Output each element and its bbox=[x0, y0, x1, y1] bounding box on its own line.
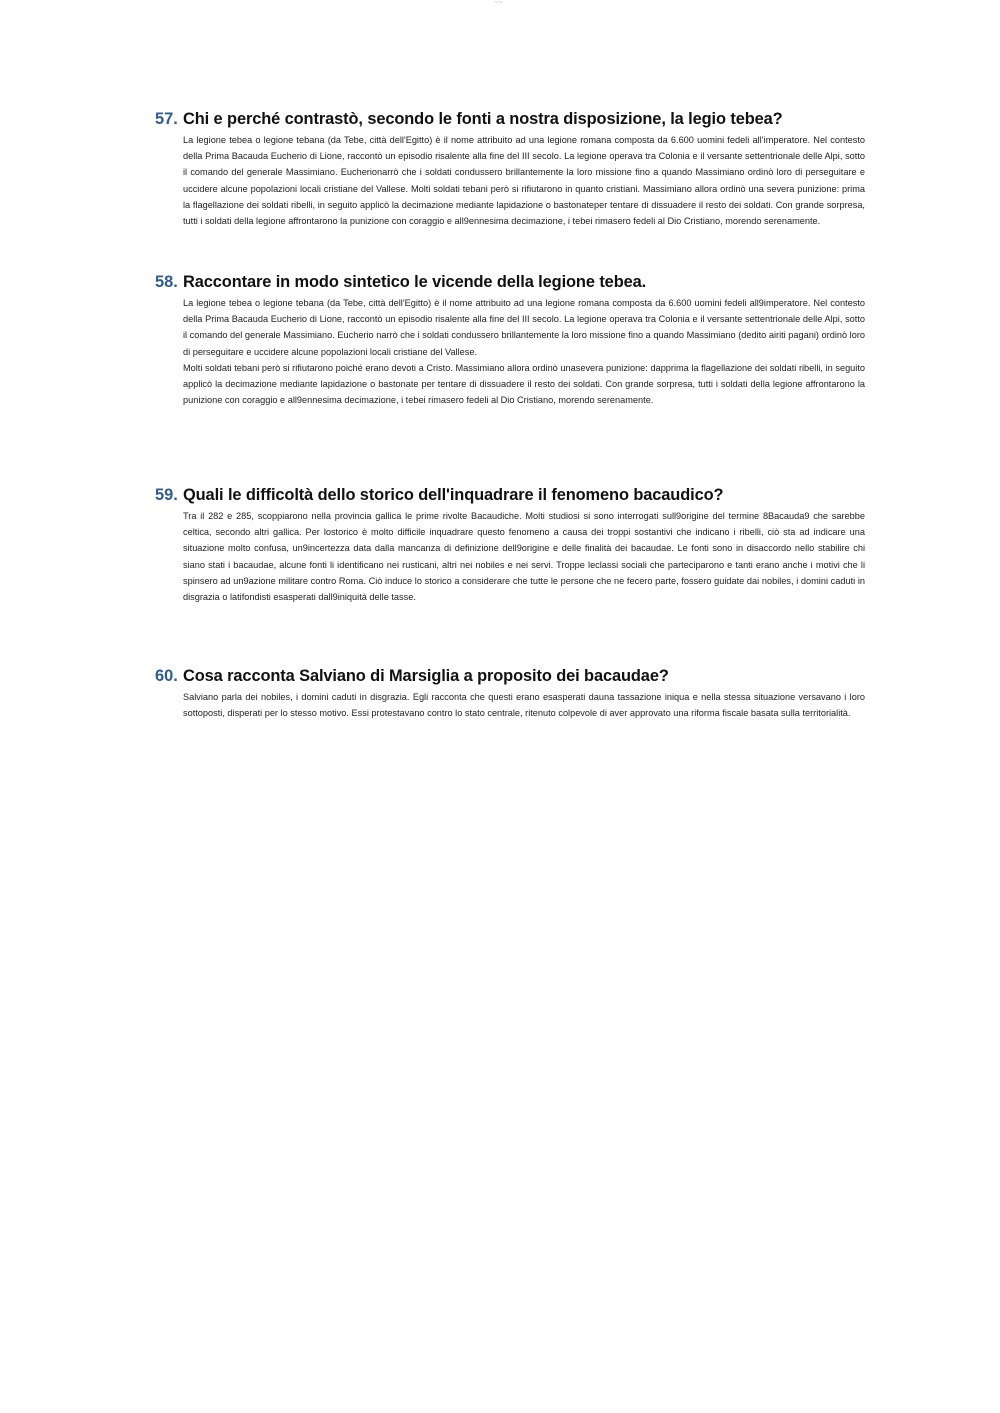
answer-body bbox=[183, 129, 865, 229]
answer-paragraph: Salviano parla dei nobiles, i domini caduti in disgrazia. Egli racconta che questi erano esasperati dauna tassazione iniqua e nella stessa situazione versavano i loro sottoposti, disperati per lo stesso motivo. Essi protestavano contro lo stato centrale, ritenuto colpevole di aver approvato una riforma fiscale basata sulla territorialità. bbox=[183, 692, 865, 719]
question-number: 57. bbox=[155, 110, 178, 128]
answer-paragraph: Tra il 282 e 285, scoppiarono nella provincia gallica le prime rivolte Bacaudiche. Molti studiosi si sono interrogati sull9origine del termine 8Bacauda9 che sarebbe celtica, secondo altri gallica. Per lostorico è molto difficile inquadrare questo fenomeno a causa dei troppi sostantivi che indicano i ribelli, ciò sta ad indicare una situazione molto confusa, un9incertezza data dalla mancanza di definizione dell9origine e delle finalità dei bacaudae. Le fonti sono in disaccordo nello stabilire chi siano stati i bacaudae, alcune fonti li identificano nei rusticani, altri nei nobiles e nei servi. Troppe leclassi sociali che parteciparono e tanti erano anche i motivi che li spinsero ad un9azione militare contro Roma. Ciò induce lo storico a considerare che tutte le persone che ne fecero parte, fossero guidate dai nobiles, i domini caduti in disgrazia o latifondisti esasperati dall9iniquità delle tasse. bbox=[183, 511, 865, 603]
question-number: 58. bbox=[155, 273, 178, 291]
question-text: Quali le difficoltà dello storico dell'inquadrare il fenomeno bacaudico? bbox=[183, 486, 724, 504]
question-block-58 bbox=[155, 272, 865, 408]
answer-body bbox=[183, 505, 865, 605]
question-heading bbox=[155, 272, 865, 292]
answer-paragraph: La legione tebea o legione tebana (da Tebe, città dell'Egitto) è il nome attribuito ad una legione romana composta da 6.600 uomini fedeli all’imperatore. Nel contesto della Prima Bacauda Eucherio di Lione, raccontò un episodio risalente alla fine del III secolo. La legione operava tra Colonia e il versante settentrionale delle Alpi, sotto il comando del generale Massimiano. Eucherionarrò che i soldati condussero brillantemente la loro missione fino a quando Massimiano ordinò loro di perseguitare e uccidere alcune popolazioni locali cristiane del Vallese. Molti soldati tebani però si rifiutarono in quanto cristiani. Massimiano allora ordinò una severa punizione: prima la flagellazione dei soldati ribelli, in seguito applicò la decimazione mediante lapidazione o bastonateper tentare di dissuadere il resto dei soldati. Con grande sorpresa, tutti i soldati della legione affrontarono la punizione con coraggio e all9ennesima decimazione, i tebei rimasero fedeli al Dio Cristiano, morendo serenamente. bbox=[183, 135, 865, 227]
question-block-57 bbox=[155, 109, 865, 229]
question-block-60 bbox=[155, 666, 865, 721]
question-number: 60. bbox=[155, 667, 178, 685]
answer-body bbox=[183, 686, 865, 721]
question-text: Raccontare in modo sintetico le vicende della legione tebea. bbox=[183, 273, 647, 291]
question-text: Chi e perché contrastò, secondo le fonti a nostra disposizione, la legio tebea? bbox=[183, 110, 783, 128]
answer-paragraph: Molti soldati tebani però si rifiutarono poiché erano devoti a Cristo. Massimiano allora ordinò unasevera punizione: dapprima la flagellazione dei soldati ribelli, in seguito applicò la decimazione mediante lapidazione o bastonate per tentare di dissuadere il resto dei soldati. Con grande sorpresa, tutti i soldati della legione affrontarono la punizione con coraggio e all9ennesima decimazione, i tebei rimasero fedeli al Dio Cristiano, morendo serenamente. bbox=[183, 362, 865, 406]
answer-body bbox=[183, 292, 865, 408]
question-heading bbox=[155, 666, 865, 686]
question-heading bbox=[155, 109, 865, 129]
answer-paragraph: La legione tebea o legione tebana (da Tebe, città dell'Egitto) è il nome attribuito ad una legione romana composta da 6.600 uomini fedeli all9imperatore. Nel contesto della Prima Bacauda Eucherio di Lione, raccontò un episodio risalente alla fine del III secolo. La legione operava tra Colonia e il versante settentrionale delle Alpi, sotto il comando del generale Massimiano. Eucherio narrò che i soldati condussero brillantemente la loro missione fino a quando Massimiano (dedito airiti pagani) ordinò loro di perseguitare e uccidere alcune popolazioni locali cristiane del Vallese. bbox=[183, 298, 865, 357]
question-text: Cosa racconta Salviano di Marsiglia a proposito dei bacaudae? bbox=[183, 667, 669, 685]
question-number: 59. bbox=[155, 486, 178, 504]
page-header-marker: ~~ bbox=[494, 0, 503, 6]
question-heading bbox=[155, 485, 865, 505]
question-block-59 bbox=[155, 485, 865, 605]
